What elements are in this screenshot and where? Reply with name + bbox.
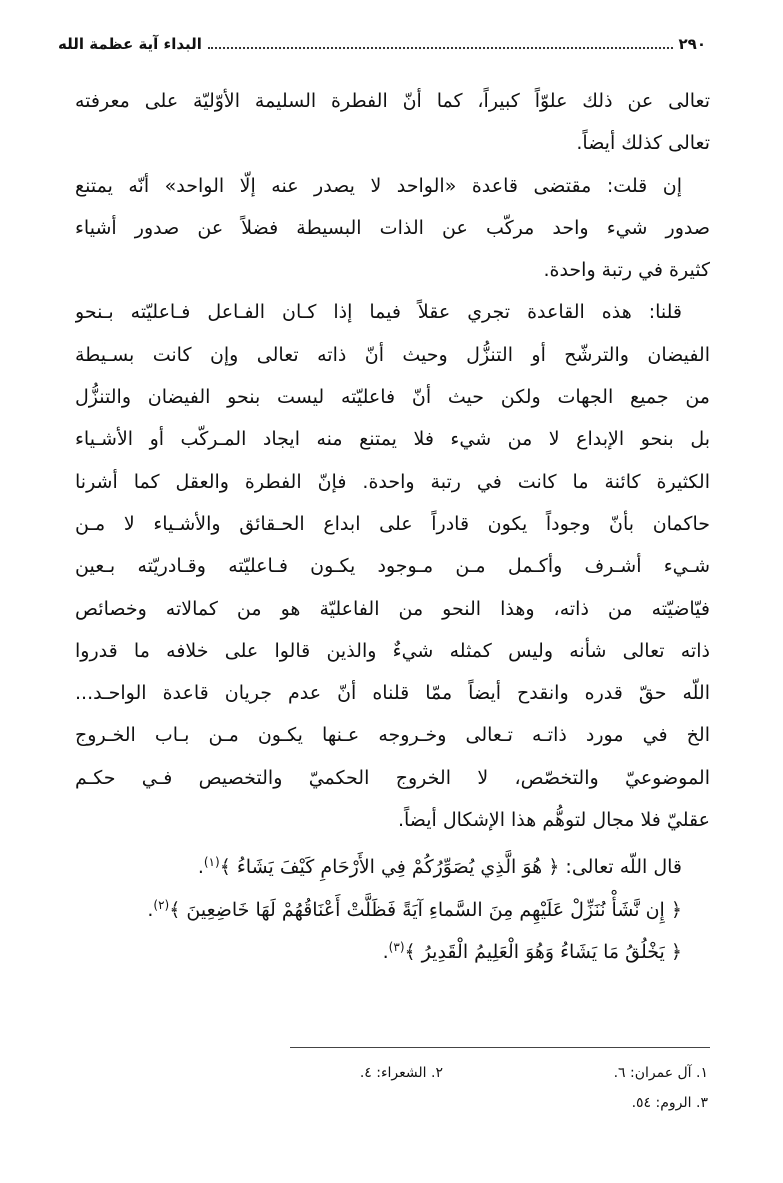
text-line: الكثيرة كائنة ما كانت في رتبة واحدة. فإنّ الفطرة والعقل كما أشرنا — [75, 470, 710, 493]
page-number: ٢٩٠ — [678, 35, 706, 53]
text-line: بل بنحو الإبداع لا من شيء فلا يمتنع منه ايجاد المـركّب أو الأشـياء — [75, 428, 710, 451]
text-line: اللّه حقّ قدره وانقدح أيضاً ممّا قلناه أنّ عدم جريان قاعدة الواحـد... — [75, 682, 710, 705]
text-line: فيّاضيّته من ذاته، وهذا النحو من الفاعليّة هو من كمالاته وخصائص — [75, 597, 710, 620]
text-line: كثيرة في رتبة واحدة. — [543, 259, 710, 282]
main-text — [75, 80, 710, 968]
text-line: حاكمان بأنّ وجوداً يكون قادراً على ابداع الحـقائق والأشـياء لا مـن — [75, 512, 710, 535]
footnotes — [75, 1058, 708, 1118]
verse-end: . — [197, 856, 204, 879]
quran-verse: ﴿ هُوَ الَّذِي يُصَوِّرُكُمْ فِي الأَرْحَامِ كَيْفَ يَشَاءُ ﴾ — [219, 856, 560, 879]
text-line: ذاته تعالى شأنه وليس كمثله شيءٌ والذين قالوا على خلافه ما قدروا — [75, 639, 710, 662]
footnote-separator — [290, 1047, 710, 1048]
text-line: الموضوعيّ والتخصّص، لا الخروج الحكميّ والتخصيص فـي حكـم — [75, 766, 710, 789]
footnote-ref: (٣) — [388, 939, 405, 954]
text-line: صدور شيء واحد مركّب عن الذات البسيطة فضلاً عن صدور أشياء — [75, 216, 710, 239]
text-line: عقليّ فلا مجال لتوهُّم هذا الإشكال أيضاً. — [397, 809, 710, 832]
verse-intro: قال اللّه تعالى: — [559, 856, 682, 879]
running-title: البداء آية عظمة الله — [58, 35, 202, 53]
text-line: الفيضان والترشّح أو التنزُّل وحيث أنّ ذاته تعالى وإن كانت بسـيطة — [75, 343, 710, 366]
verse-line — [75, 926, 710, 968]
text-line: شـيء أشـرف وأكـمل مـن مـوجود يكـون فـاعليّته وقـادريّته بـعين — [75, 555, 710, 578]
text-line: تعالى كذلك أيضاً. — [576, 132, 710, 155]
text-line: من جميع الجهات ولكن حيث أنّ فاعليّته ليست بنحو الفيضان والتنزُّل — [75, 386, 710, 409]
footnote-ref: (٢) — [153, 897, 170, 912]
running-header — [58, 30, 706, 58]
verse-line — [75, 841, 710, 883]
text-line: تعالى عن ذلك علوّاً كبيراً، كما أنّ الفطرة السليمة الأوّليّة على معرفته — [75, 90, 710, 112]
verse-line — [75, 884, 710, 926]
header-leader-dots — [208, 47, 673, 49]
footnote: ٢. الشعراء: ٤. — [359, 1065, 443, 1081]
text-line: إن قلت: مقتضى قاعدة «الواحد لا يصدر عنه إلّا الواحد» أنّه يمتنع — [75, 174, 682, 197]
footnote: ١. آل عمران: ٦. — [613, 1065, 708, 1081]
quran-verse: ﴿ يَخْلُقُ مَا يَشَاءُ وَهُوَ الْعَلِيمُ الْقَدِيرُ ﴾ — [404, 940, 682, 963]
verse-end: . — [382, 940, 389, 963]
text-line: الخ في مورد ذاتـه تـعالى وخـروجه عـنها يكـون مـن بـاب الخـروج — [75, 724, 710, 747]
text-line: قلنا: هذه القاعدة تجري عقلاً فيما إذا كـان الفـاعل فـاعليّته بـنحو — [75, 301, 682, 324]
footnote-ref: (١) — [203, 855, 220, 870]
footnote: ٣. الروم: ٥٤. — [631, 1095, 708, 1111]
quran-verse: ﴿ إِن نَّشَأْ نُنَزِّلْ عَلَيْهِم مِنَ السَّماءِ آيَةً فَظَلَّتْ أَعْنَاقُهُمْ لَهَا خَاضِعِينَ ﴾ — [169, 898, 682, 921]
verse-end: . — [147, 898, 154, 921]
